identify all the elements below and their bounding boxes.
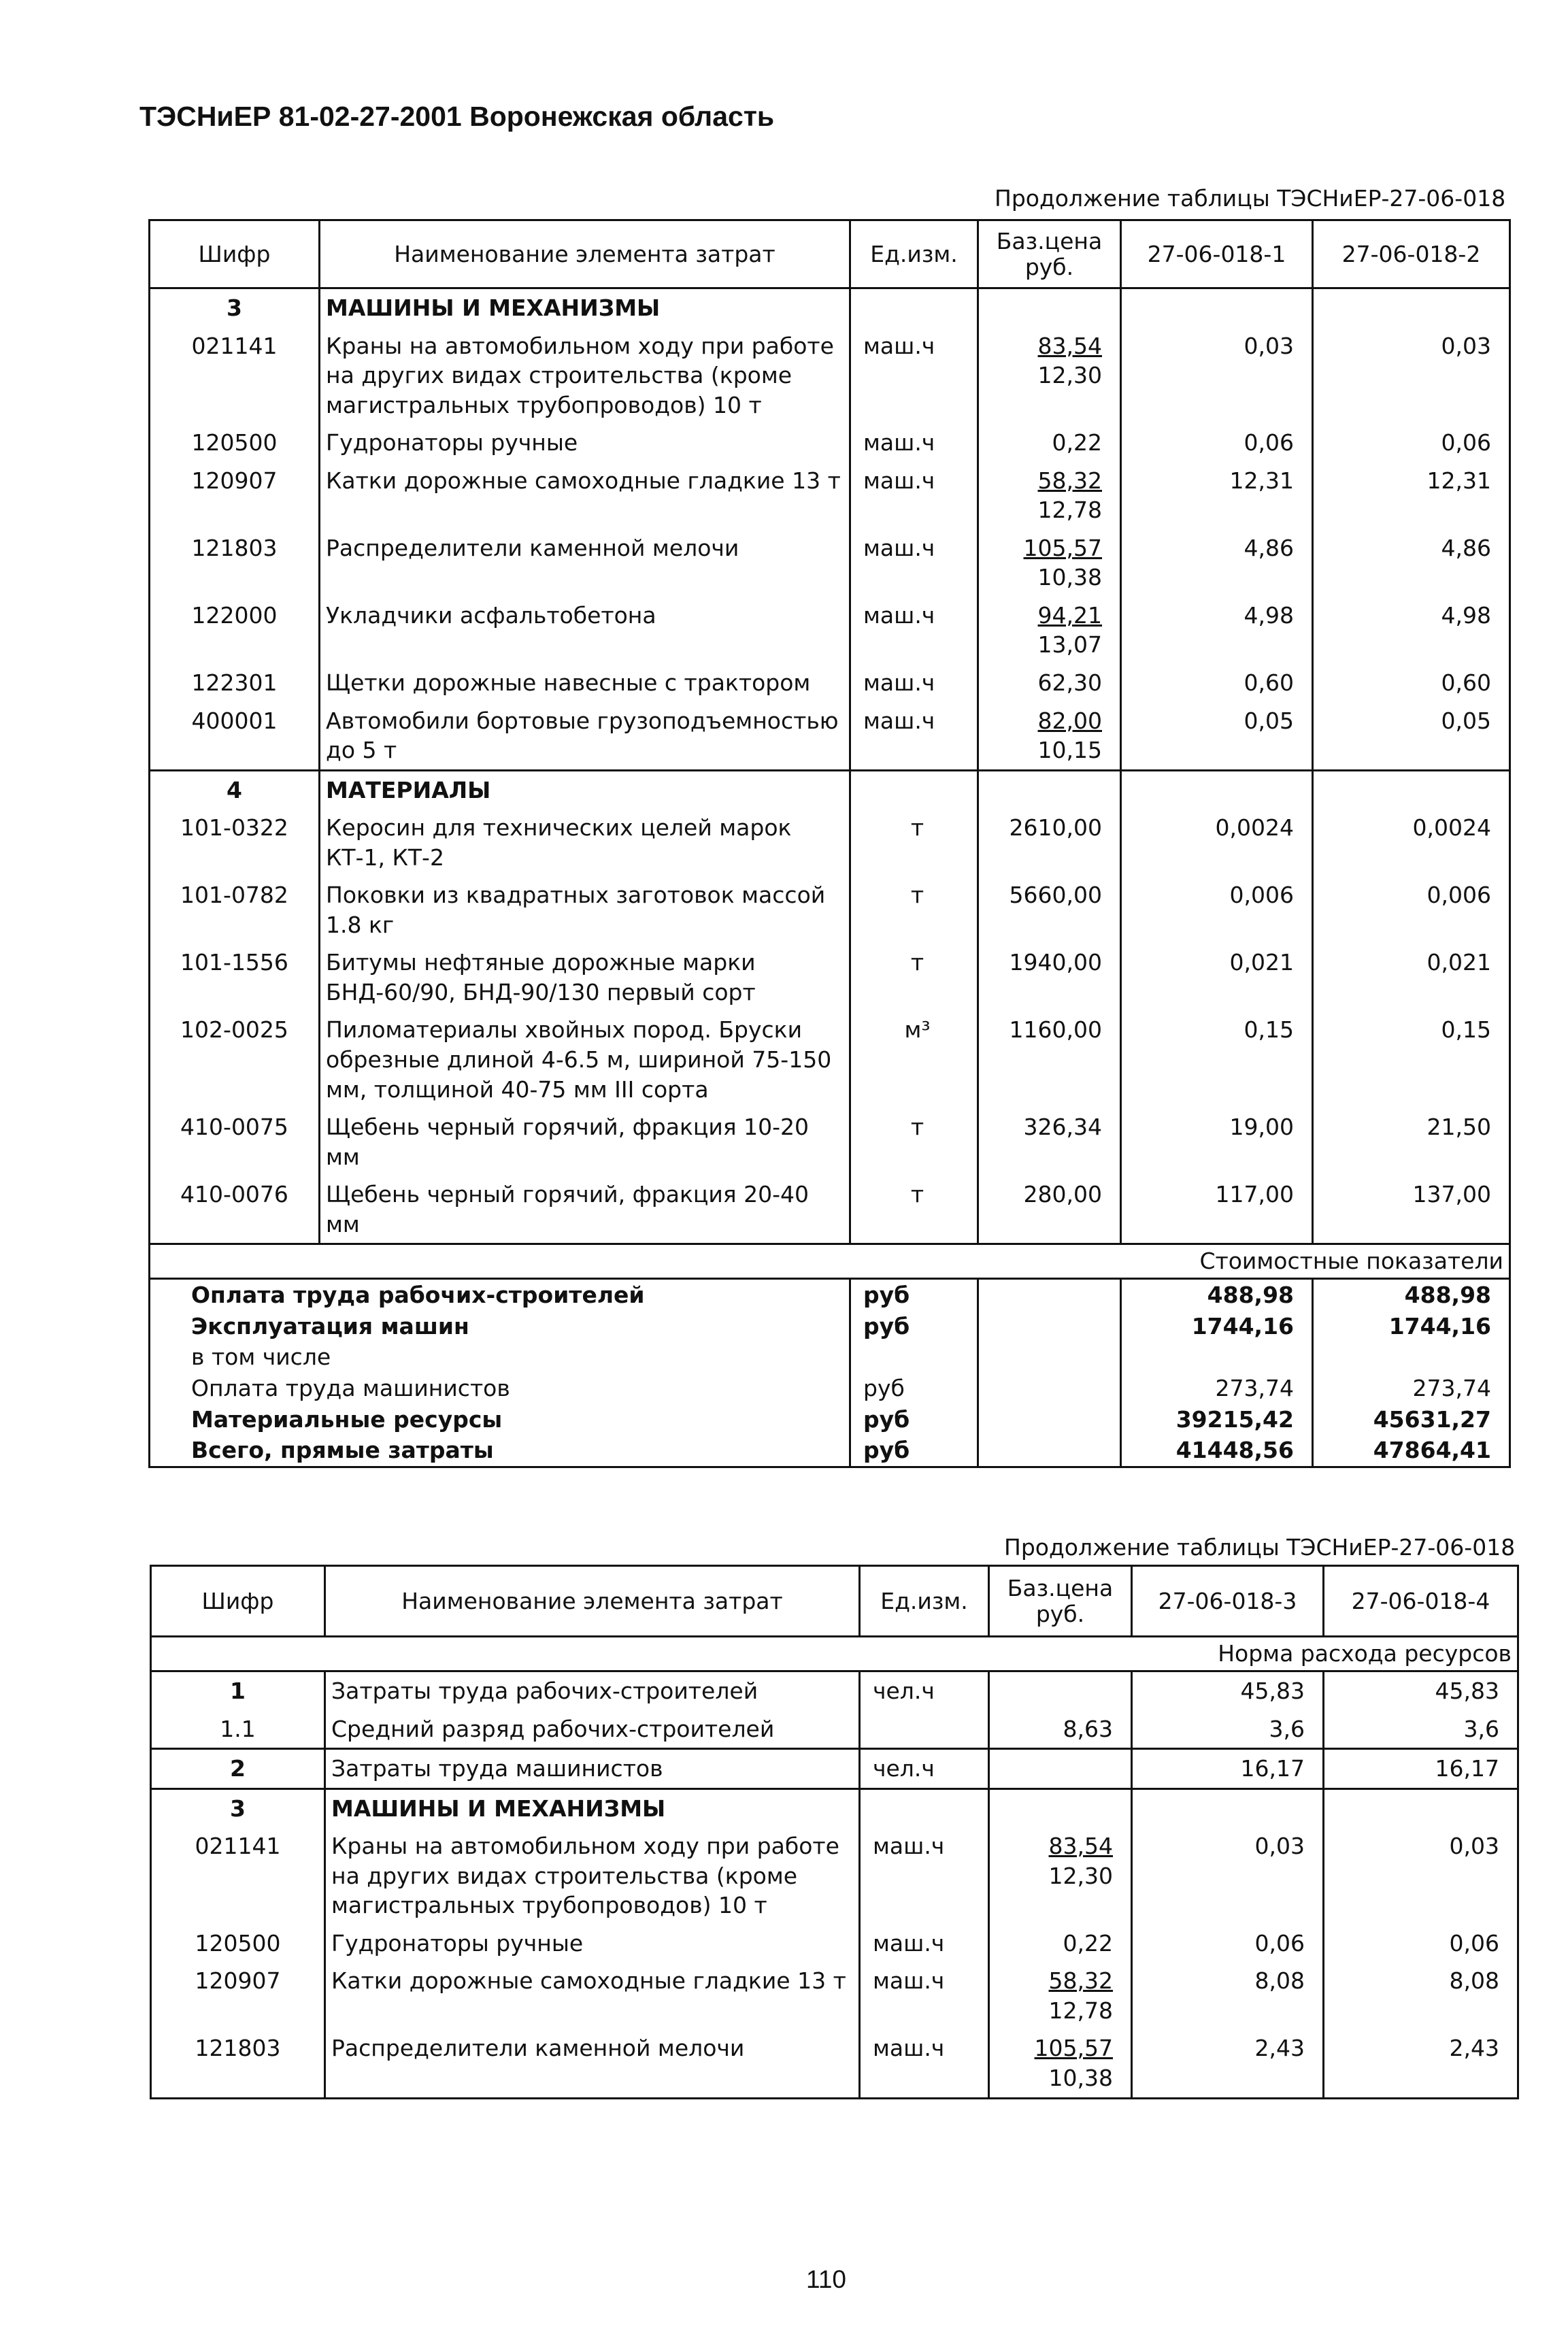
totals-value-2: 488,98 — [1313, 1279, 1510, 1311]
table-row — [150, 424, 1510, 462]
totals-row — [150, 1373, 1510, 1404]
row-name: Поковки из квадратных заготовок массой 1.8 кг — [320, 876, 850, 944]
row-value-1: 16,17 — [1132, 1749, 1324, 1789]
table-row — [150, 876, 1510, 944]
row-name: Затраты труда машинистов — [325, 1749, 860, 1789]
row-value-1: 0,03 — [1132, 1827, 1324, 1925]
row-value-2: 12,31 — [1313, 462, 1510, 529]
row-code: 101-0322 — [150, 809, 320, 876]
row-unit: чел.ч — [860, 1749, 989, 1789]
row-value-1 — [1132, 1788, 1324, 1827]
totals-row — [150, 1342, 1510, 1373]
row-value-1: 0,06 — [1121, 424, 1313, 462]
totals-value-1: 488,98 — [1121, 1279, 1313, 1311]
row-unit: маш.ч — [850, 424, 978, 462]
table-row — [150, 770, 1510, 809]
row-value-1: 3,6 — [1132, 1710, 1324, 1749]
table-row — [151, 2029, 1518, 2098]
row-price — [989, 1925, 1132, 1963]
table-row — [150, 462, 1510, 529]
row-value-2: 0,006 — [1313, 876, 1510, 944]
totals-value-1: 39215,42 — [1121, 1404, 1313, 1435]
row-code: 121803 — [151, 2029, 325, 2098]
row-code: 3 — [151, 1788, 325, 1827]
row-code: 021141 — [151, 1827, 325, 1925]
row-code: 410-0076 — [150, 1176, 320, 1244]
col-header-unit: Ед.изм. — [860, 1566, 989, 1637]
row-price — [989, 1827, 1132, 1925]
row-value-2: 4,98 — [1313, 597, 1510, 664]
row-unit: чел.ч — [860, 1671, 989, 1710]
row-value-1: 12,31 — [1121, 462, 1313, 529]
row-price — [978, 770, 1121, 809]
row-code: 120907 — [151, 1962, 325, 2029]
row-value-2: 0,05 — [1313, 702, 1510, 771]
totals-price — [978, 1279, 1121, 1311]
table2-continuation-label: Продолжение таблицы ТЭСНиЕР-27-06-018 — [1004, 1534, 1516, 1561]
table-row — [150, 529, 1510, 597]
table1-continuation-label: Продолжение таблицы ТЭСНиЕР-27-06-018 — [995, 185, 1506, 212]
row-value-2 — [1324, 1788, 1518, 1827]
row-code: 120907 — [150, 462, 320, 529]
row-value-1: 0,021 — [1121, 944, 1313, 1011]
price-wage: 12,30 — [1048, 1862, 1113, 1889]
col-header-price-line1: Баз.цена — [996, 227, 1103, 254]
totals-price — [978, 1404, 1121, 1435]
row-unit — [860, 1788, 989, 1827]
row-price — [978, 664, 1121, 702]
table-row — [150, 327, 1510, 425]
row-price — [989, 1671, 1132, 1710]
row-value-2: 21,50 — [1313, 1108, 1510, 1176]
row-name: Распределители каменной мелочи — [320, 529, 850, 597]
page-number: 110 — [806, 2265, 846, 2293]
row-name: Краны на автомобильном ходу при работе на других видах строительства (кроме магистральных трубопроводов) 10 т — [325, 1827, 860, 1925]
row-code: 122301 — [150, 664, 320, 702]
table-row — [151, 1925, 1518, 1963]
row-name: МАТЕРИАЛЫ — [320, 770, 850, 809]
row-unit: маш.ч — [850, 597, 978, 664]
price-wage: 13,07 — [1037, 631, 1102, 659]
row-price — [978, 327, 1121, 425]
row-value-2: 2,43 — [1324, 2029, 1518, 2098]
col-header-price — [978, 220, 1121, 288]
row-name: Керосин для технических целей марок КТ-1, КТ-2 — [320, 809, 850, 876]
row-value-1: 0,06 — [1132, 1925, 1324, 1963]
row-value-2: 45,83 — [1324, 1671, 1518, 1710]
row-name: Гудронаторы ручные — [325, 1925, 860, 1963]
row-unit: маш.ч — [850, 327, 978, 425]
row-unit — [860, 1710, 989, 1749]
row-value-1: 0,0024 — [1121, 809, 1313, 876]
table-row — [150, 664, 1510, 702]
row-price — [978, 288, 1121, 327]
row-value-1: 117,00 — [1121, 1176, 1313, 1244]
table-row — [150, 702, 1510, 771]
row-code: 3 — [150, 288, 320, 327]
row-name: Катки дорожные самоходные гладкие 13 т — [325, 1962, 860, 2029]
row-name: Затраты труда рабочих-строителей — [325, 1671, 860, 1710]
row-price — [978, 529, 1121, 597]
document-title: ТЭСНиЕР 81-02-27-2001 Воронежская область — [139, 101, 775, 132]
row-code: 410-0075 — [150, 1108, 320, 1176]
totals-name: Оплата труда машинистов — [150, 1373, 850, 1404]
col-header-norm-2: 27-06-018-2 — [1313, 220, 1510, 288]
table-row — [150, 597, 1510, 664]
col-header-price-line1: Баз.цена — [1007, 1574, 1114, 1601]
table-row — [151, 1710, 1518, 1749]
totals-price — [978, 1435, 1121, 1467]
table-row — [150, 944, 1510, 1011]
row-value-1: 0,15 — [1121, 1011, 1313, 1108]
table-row — [151, 1671, 1518, 1710]
totals-unit: руб — [850, 1404, 978, 1435]
price-wage: 12,78 — [1037, 497, 1102, 524]
row-price: 5660,00 — [978, 876, 1121, 944]
row-code: 1 — [151, 1671, 325, 1710]
totals-unit: руб — [850, 1373, 978, 1404]
totals-price — [978, 1342, 1121, 1373]
totals-value-2: 1744,16 — [1313, 1311, 1510, 1342]
row-price: 1160,00 — [978, 1011, 1121, 1108]
row-price — [989, 2029, 1132, 2098]
row-value-2: 0,15 — [1313, 1011, 1510, 1108]
table-row — [151, 1788, 1518, 1827]
table1-subheader: Стоимостные показатели — [150, 1244, 1510, 1279]
totals-name: Эксплуатация машин — [150, 1311, 850, 1342]
totals-value-2: 47864,41 — [1313, 1435, 1510, 1467]
row-value-2: 137,00 — [1313, 1176, 1510, 1244]
row-value-2: 0,06 — [1313, 424, 1510, 462]
row-value-2: 0,60 — [1313, 664, 1510, 702]
totals-name: Всего, прямые затраты — [150, 1435, 850, 1467]
row-price: 2610,00 — [978, 809, 1121, 876]
row-price: 1940,00 — [978, 944, 1121, 1011]
row-unit: т — [850, 1108, 978, 1176]
price-wage: 12,30 — [1037, 362, 1102, 389]
row-unit — [850, 770, 978, 809]
totals-name: Материальные ресурсы — [150, 1404, 850, 1435]
row-unit: маш.ч — [860, 2029, 989, 2098]
price-wage: 10,15 — [1037, 737, 1102, 764]
row-unit: маш.ч — [860, 1827, 989, 1925]
row-value-2: 0,0024 — [1313, 809, 1510, 876]
totals-name: в том числе — [150, 1342, 850, 1373]
col-header-code: Шифр — [151, 1566, 325, 1637]
row-name: Укладчики асфальтобетона — [320, 597, 850, 664]
col-header-name: Наименование элемента затрат — [325, 1566, 860, 1637]
row-value-2: 3,6 — [1324, 1710, 1518, 1749]
row-value-1: 0,05 — [1121, 702, 1313, 771]
totals-unit: руб — [850, 1279, 978, 1311]
row-unit — [850, 288, 978, 327]
totals-value-1 — [1121, 1342, 1313, 1373]
row-value-2: 16,17 — [1324, 1749, 1518, 1789]
row-code: 120500 — [150, 424, 320, 462]
row-code: 101-1556 — [150, 944, 320, 1011]
row-code: 101-0782 — [150, 876, 320, 944]
row-unit: м³ — [850, 1011, 978, 1108]
totals-value-2: 273,74 — [1313, 1373, 1510, 1404]
totals-row — [150, 1311, 1510, 1342]
row-value-2: 0,03 — [1313, 327, 1510, 425]
row-name: Краны на автомобильном ходу при работе на других видах строительства (кроме магистральных трубопроводов) 10 т — [320, 327, 850, 425]
col-header-norm-4: 27-06-018-4 — [1324, 1566, 1518, 1637]
totals-name: Оплата труда рабочих-строителей — [150, 1279, 850, 1311]
row-unit: т — [850, 944, 978, 1011]
row-name: Распределители каменной мелочи — [325, 2029, 860, 2098]
table-row — [150, 809, 1510, 876]
price-total: 83,54 — [1048, 1833, 1113, 1860]
row-code: 122000 — [150, 597, 320, 664]
row-name: Щебень черный горячий, фракция 10-20 мм — [320, 1108, 850, 1176]
row-price: 326,34 — [978, 1108, 1121, 1176]
row-value-2: 0,06 — [1324, 1925, 1518, 1963]
price-total: 62,30 — [1037, 669, 1102, 697]
col-header-norm-1: 27-06-018-1 — [1121, 220, 1313, 288]
row-name: Гудронаторы ручные — [320, 424, 850, 462]
col-header-norm-3: 27-06-018-3 — [1132, 1566, 1324, 1637]
row-name: Катки дорожные самоходные гладкие 13 т — [320, 462, 850, 529]
row-unit: маш.ч — [860, 1925, 989, 1963]
row-value-1: 45,83 — [1132, 1671, 1324, 1710]
row-value-1: 2,43 — [1132, 2029, 1324, 2098]
table-row — [151, 1827, 1518, 1925]
row-code: 102-0025 — [150, 1011, 320, 1108]
table2 — [150, 1565, 1519, 2099]
row-unit: т — [850, 876, 978, 944]
row-name: МАШИНЫ И МЕХАНИЗМЫ — [325, 1788, 860, 1827]
price-total: 83,54 — [1037, 332, 1102, 359]
totals-row — [150, 1435, 1510, 1467]
row-value-1: 4,98 — [1121, 597, 1313, 664]
row-price — [978, 702, 1121, 771]
row-value-2 — [1313, 770, 1510, 809]
totals-value-1: 41448,56 — [1121, 1435, 1313, 1467]
row-price: 280,00 — [978, 1176, 1121, 1244]
price-total: 82,00 — [1037, 707, 1102, 734]
row-value-2: 4,86 — [1313, 529, 1510, 597]
row-value-1: 0,60 — [1121, 664, 1313, 702]
row-price: 8,63 — [989, 1710, 1132, 1749]
table-row — [150, 1011, 1510, 1108]
totals-value-1: 273,74 — [1121, 1373, 1313, 1404]
row-value-1: 4,86 — [1121, 529, 1313, 597]
row-value-2: 8,08 — [1324, 1962, 1518, 2029]
row-code: 121803 — [150, 529, 320, 597]
table-row — [150, 1108, 1510, 1176]
row-unit: маш.ч — [850, 702, 978, 771]
totals-row — [150, 1404, 1510, 1435]
row-code: 1.1 — [151, 1710, 325, 1749]
price-total: 0,22 — [1063, 1929, 1113, 1957]
totals-value-2: 45631,27 — [1313, 1404, 1510, 1435]
totals-unit: руб — [850, 1311, 978, 1342]
row-unit: маш.ч — [850, 462, 978, 529]
row-code: 2 — [151, 1749, 325, 1789]
totals-value-2 — [1313, 1342, 1510, 1373]
row-code: 120500 — [151, 1925, 325, 1963]
row-code: 400001 — [150, 702, 320, 771]
row-name: Пиломатериалы хвойных пород. Бруски обрезные длиной 4-6.5 м, шириной 75-150 мм, толщиной 40-75 мм III сорта — [320, 1011, 850, 1108]
row-name: МАШИНЫ И МЕХАНИЗМЫ — [320, 288, 850, 327]
totals-price — [978, 1311, 1121, 1342]
row-code: 4 — [150, 770, 320, 809]
table-row — [151, 1962, 1518, 2029]
table2-subheader: Норма расхода ресурсов — [151, 1637, 1518, 1671]
table2-subheader-row — [151, 1637, 1518, 1671]
col-header-code: Шифр — [150, 220, 320, 288]
row-price — [978, 462, 1121, 529]
table-row — [150, 288, 1510, 327]
row-name: Автомобили бортовые грузоподъемностью до 5 т — [320, 702, 850, 771]
row-price — [978, 597, 1121, 664]
totals-row — [150, 1279, 1510, 1311]
row-value-2: 0,021 — [1313, 944, 1510, 1011]
price-wage: 10,38 — [1037, 564, 1102, 591]
row-value-1: 8,08 — [1132, 1962, 1324, 2029]
table1 — [148, 219, 1511, 1468]
table1-header-row — [150, 220, 1510, 288]
totals-unit: руб — [850, 1435, 978, 1467]
price-total: 58,32 — [1048, 1967, 1113, 1995]
price-total: 0,22 — [1052, 429, 1102, 456]
totals-value-1: 1744,16 — [1121, 1311, 1313, 1342]
table2-header-row — [151, 1566, 1518, 1637]
row-value-1: 0,006 — [1121, 876, 1313, 944]
price-total: 105,57 — [1034, 2035, 1113, 2062]
row-name: Щетки дорожные навесные с трактором — [320, 664, 850, 702]
row-unit: маш.ч — [850, 664, 978, 702]
col-header-price-line2: руб. — [1024, 253, 1074, 280]
price-total: 94,21 — [1037, 601, 1102, 629]
row-unit: маш.ч — [850, 529, 978, 597]
row-value-1 — [1121, 288, 1313, 327]
row-value-2: 0,03 — [1324, 1827, 1518, 1925]
totals-price — [978, 1373, 1121, 1404]
row-price — [989, 1962, 1132, 2029]
table-row — [150, 1176, 1510, 1244]
row-value-1 — [1121, 770, 1313, 809]
totals-unit — [850, 1342, 978, 1373]
col-header-unit: Ед.изм. — [850, 220, 978, 288]
row-unit: т — [850, 1176, 978, 1244]
table1-subheader-row — [150, 1244, 1510, 1279]
col-header-price — [989, 1566, 1132, 1637]
row-value-1: 19,00 — [1121, 1108, 1313, 1176]
row-value-1: 0,03 — [1121, 327, 1313, 425]
row-name: Щебень черный горячий, фракция 20-40 мм — [320, 1176, 850, 1244]
col-header-price-line2: руб. — [1035, 1600, 1085, 1627]
row-name: Средний разряд рабочих-строителей — [325, 1710, 860, 1749]
price-total: 105,57 — [1023, 534, 1102, 561]
row-unit: маш.ч — [860, 1962, 989, 2029]
row-price — [978, 424, 1121, 462]
row-value-2 — [1313, 288, 1510, 327]
price-total: 58,32 — [1037, 467, 1102, 494]
row-price — [989, 1749, 1132, 1789]
row-price — [989, 1788, 1132, 1827]
row-name: Битумы нефтяные дорожные марки БНД-60/90, БНД-90/130 первый сорт — [320, 944, 850, 1011]
row-code: 021141 — [150, 327, 320, 425]
table-row — [151, 1749, 1518, 1789]
row-unit: т — [850, 809, 978, 876]
price-wage: 10,38 — [1048, 2065, 1113, 2092]
price-wage: 12,78 — [1048, 1997, 1113, 2024]
col-header-name: Наименование элемента затрат — [320, 220, 850, 288]
